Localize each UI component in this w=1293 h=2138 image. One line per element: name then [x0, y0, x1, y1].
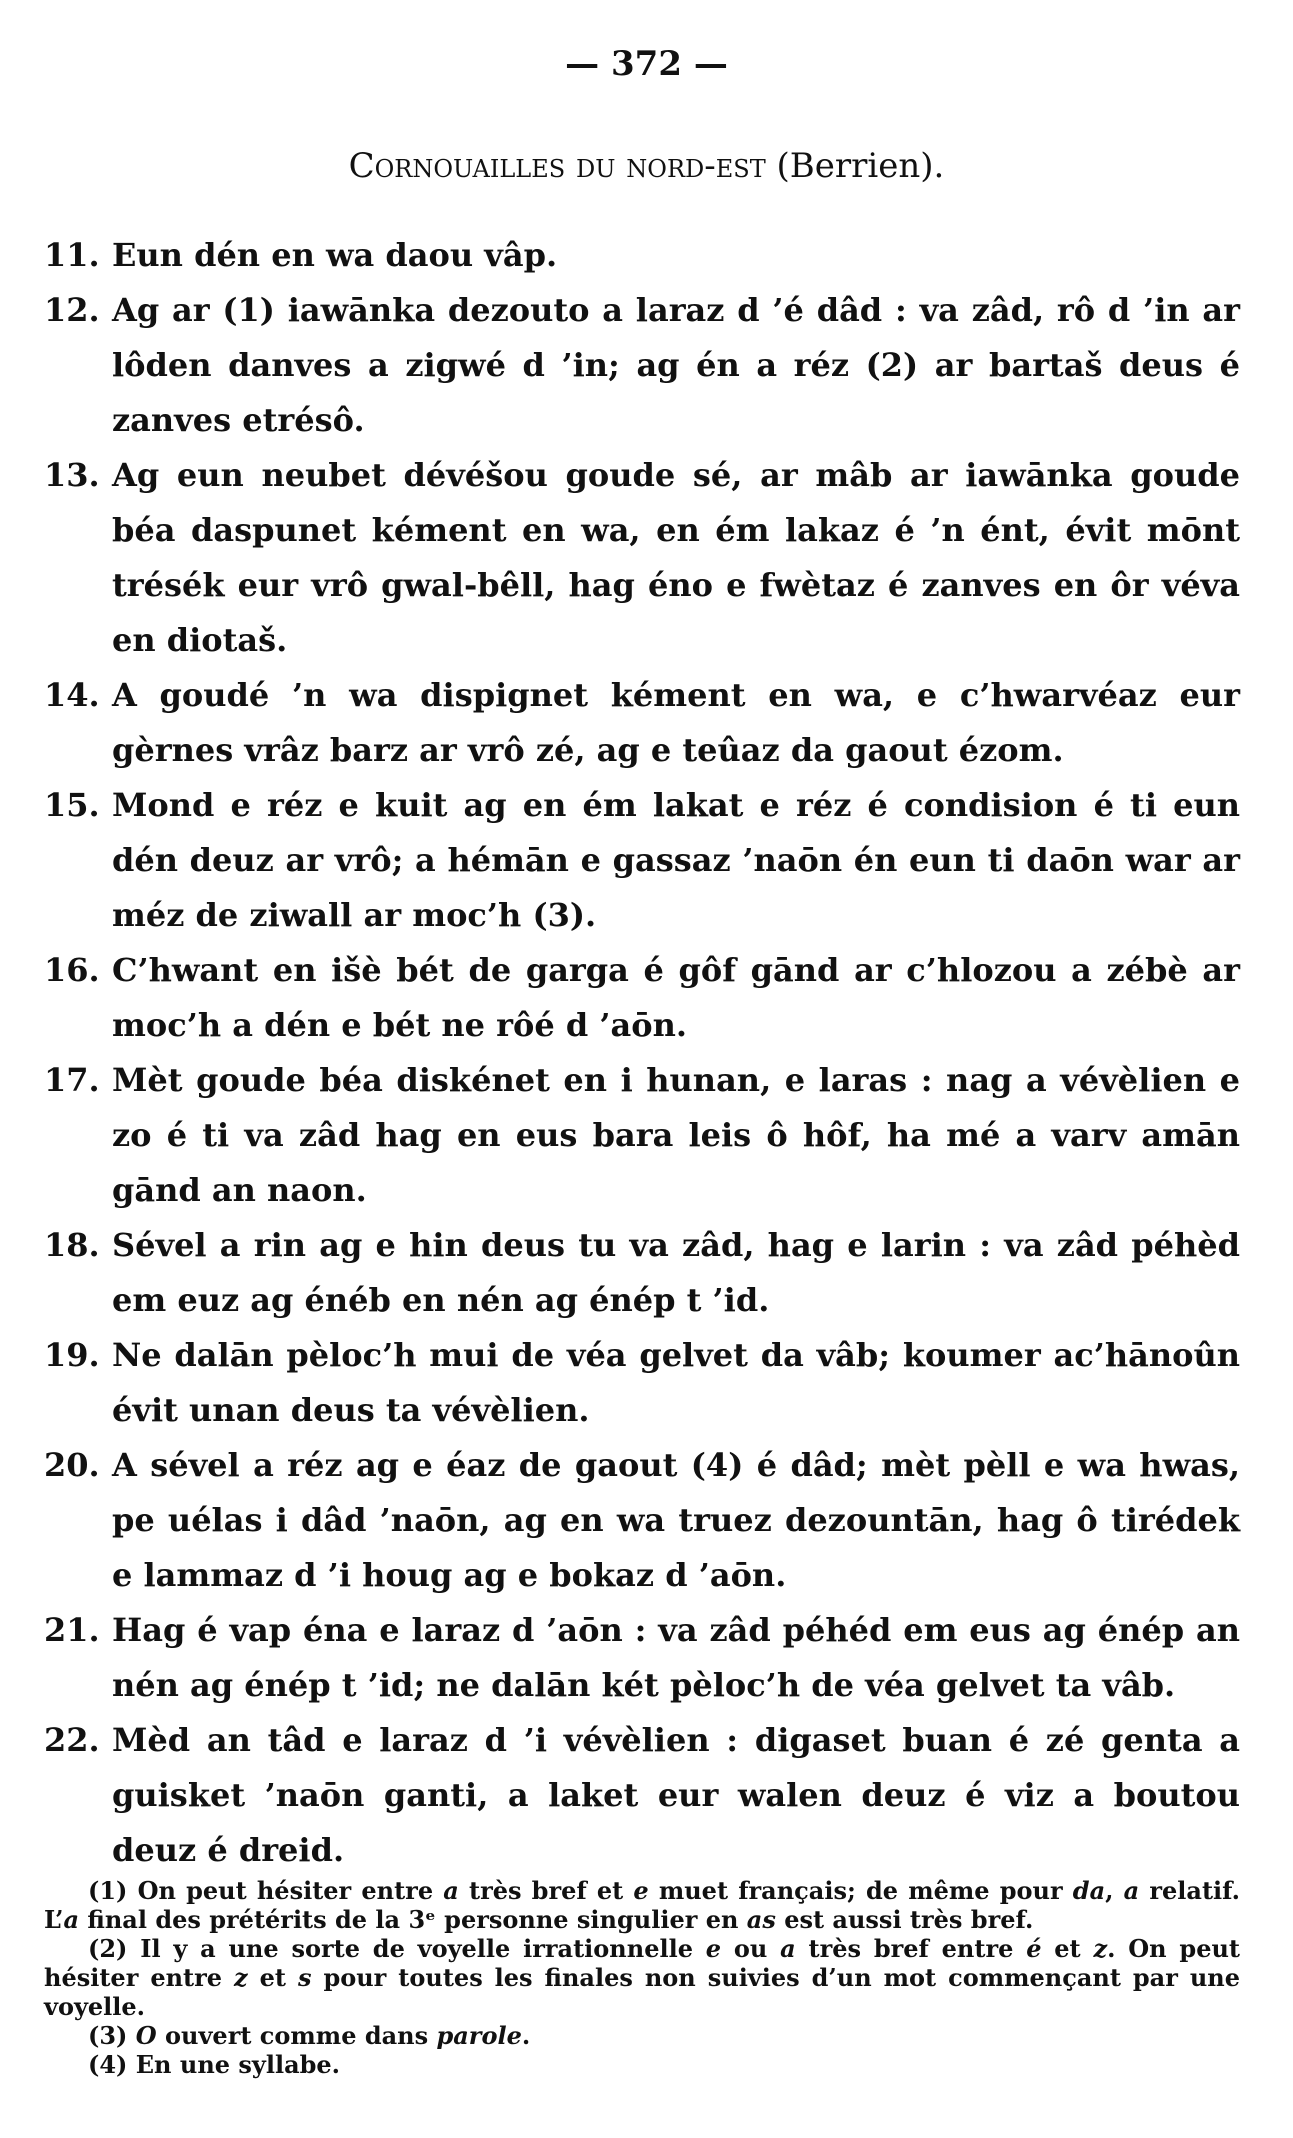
paragraph-text: Mond e réz e kuit ag en ém lakat e réz é condision é ti eun dén deuz ar vrô; a hémān e gassaz ’naōn én eun ti daōn war ar méz de ziwall ar moc’h (3).: [112, 786, 1240, 934]
paragraph-text: Mèt goude béa diskénet en i hunan, e laras : nag a vévèlien e zo é ti va zâd hag en eus bara leis ô hôf, ha mé a varv amān gānd an naon.: [112, 1061, 1240, 1209]
paragraph-number: 22.: [44, 1721, 100, 1759]
footnote-text: .: [521, 2021, 531, 2050]
footnote-emphasis: é: [1026, 1934, 1042, 1963]
footnote-emphasis: a: [63, 1905, 80, 1934]
paragraph-21: [44, 1603, 1240, 1713]
paragraph-text: Hag é vap éna e laraz d ’aōn : va zâd péhéd em eus ag énép an nén ag énép t ’id; ne dalān két pèloc’h de véa gelvet ta vâb.: [112, 1611, 1240, 1704]
section-title-region: Cornouailles du nord-est: [348, 146, 766, 186]
footnote-emphasis: z: [1093, 1934, 1108, 1963]
footnote-2: [44, 1934, 1240, 2021]
paragraph-number: 12.: [44, 291, 100, 329]
paragraph-number: 16.: [44, 951, 100, 989]
section-title-place: (Berrien).: [765, 146, 945, 186]
footnote-text: . On peut hésiter entre: [44, 1934, 1241, 1992]
paragraph-11: [44, 228, 1240, 283]
paragraph-text: Sével a rin ag e hin deus tu va zâd, hag e larin : va zâd péhèd em euz ag énéb en nén ag énép t ’id.: [112, 1226, 1240, 1319]
footnote-text: très bref entre: [795, 1934, 1027, 1963]
footnote-emphasis: a: [1123, 1876, 1140, 1905]
paragraph-17: [44, 1053, 1240, 1218]
paragraph-14: [44, 668, 1240, 778]
footnote-text: ou: [721, 1934, 781, 1963]
footnote-text: (3): [88, 2021, 136, 2050]
footnote-emphasis: da: [1072, 1876, 1106, 1905]
paragraph-number: 15.: [44, 786, 100, 824]
footnote-text: (4) En une syllabe.: [88, 2050, 341, 2079]
footnote-text: est aussi très bref.: [775, 1905, 1034, 1934]
footnote-emphasis: a: [443, 1876, 459, 1905]
paragraph-number: 20.: [44, 1446, 100, 1484]
footnote-emphasis: s: [297, 1963, 312, 1992]
numbered-paragraphs: [44, 228, 1240, 1878]
paragraph-20: [44, 1438, 1240, 1603]
footnote-text: (2) Il y a une sorte de voyelle irrationnelle: [88, 1934, 706, 1963]
footnote-text: pour toutes les finales non suivies d’un mot commençant par une voyelle.: [44, 1963, 1240, 2021]
paragraph-number: 19.: [44, 1336, 100, 1374]
paragraph-text: A goudé ’n wa dispignet kément en wa, e c’hwarvéaz eur gèrnes vrâz barz ar vrô zé, ag e teûaz da gaout ézom.: [112, 676, 1240, 769]
paragraph-number: 11.: [44, 236, 100, 274]
paragraph-22: [44, 1713, 1240, 1878]
footnote-text: relatif. L’: [44, 1876, 1240, 1934]
paragraph-text: Eun dén en wa daou vâp.: [112, 236, 558, 274]
footnote-text: final des prétérits de la 3ᵉ personne singulier en: [79, 1905, 747, 1934]
paragraph-text: C’hwant en išè bét de garga é gôf gānd ar c’hlozou a zébè ar moc’h a dén e bét ne rôé d ’aōn.: [112, 951, 1240, 1044]
paragraph-19: [44, 1328, 1240, 1438]
paragraph-text: Mèd an tâd e laraz d ’i vévèlien : digaset buan é zé genta a guisket ’naōn ganti, a laket eur walen deuz é viz a boutou deuz é dreid.: [112, 1721, 1240, 1869]
footnote-emphasis: e: [705, 1934, 722, 1963]
footnote-text: ,: [1105, 1876, 1124, 1905]
page-number: — 372 —: [565, 44, 728, 84]
paragraph-text: Ag eun neubet dévéšou goude sé, ar mâb ar iawānka goude béa daspunet kément en wa, en ém lakaz é ’n ént, évit mōnt trésék eur vrô gwal-bêll, hag éno e fwètaz é zanves en ôr véva en diotaš.: [112, 456, 1240, 659]
paragraph-text: Ag ar (1) iawānka dezouto a laraz d ’é dâd : va zâd, rô d ’in ar lôden danves a zigwé d ’in; ag én a réz (2) ar bartaš deus é zanves etrésô.: [112, 291, 1240, 439]
paragraph-text: Ne dalān pèloc’h mui de véa gelvet da vâb; koumer ac’hānoûn évit unan deus ta vévèlien.: [112, 1336, 1240, 1429]
paragraph-number: 18.: [44, 1226, 100, 1264]
footnote-text: très bref et: [458, 1876, 634, 1905]
footnote-emphasis: parole: [436, 2021, 522, 2050]
footnote-emphasis: e: [633, 1876, 649, 1905]
section-title: [0, 146, 1293, 186]
footnote-3: [44, 2021, 1240, 2050]
paragraph-13: [44, 448, 1240, 668]
footnote-text: muet français; de même pour: [648, 1876, 1073, 1905]
footnote-emphasis: O: [135, 2021, 157, 2050]
paragraph-number: 14.: [44, 676, 100, 714]
paragraph-18: [44, 1218, 1240, 1328]
footnote-emphasis: z: [234, 1963, 248, 1992]
paragraph-text: A sével a réz ag e éaz de gaout (4) é dâd; mèt pèll e wa hwas, pe uélas i dâd ’naōn, ag en wa truez dezountān, hag ô tirédek e lammaz d ’i houg ag e bokaz d ’aōn.: [112, 1446, 1240, 1594]
paragraph-15: [44, 778, 1240, 943]
footnotes: [44, 1876, 1240, 2079]
footnote-text: et: [1041, 1934, 1094, 1963]
footnote-1: [44, 1876, 1240, 1934]
footnote-emphasis: a: [780, 1934, 796, 1963]
footnote-text: (1) On peut hésiter entre: [88, 1876, 444, 1905]
paragraph-16: [44, 943, 1240, 1053]
paragraph-number: 17.: [44, 1061, 100, 1099]
paragraph-number: 13.: [44, 456, 100, 494]
paragraph-12: [44, 283, 1240, 448]
footnote-text: et: [247, 1963, 298, 1992]
footnote-4: [44, 2050, 1240, 2079]
footnote-emphasis: as: [746, 1905, 776, 1934]
paragraph-number: 21.: [44, 1611, 100, 1649]
footnote-text: ouvert comme dans: [156, 2021, 437, 2050]
